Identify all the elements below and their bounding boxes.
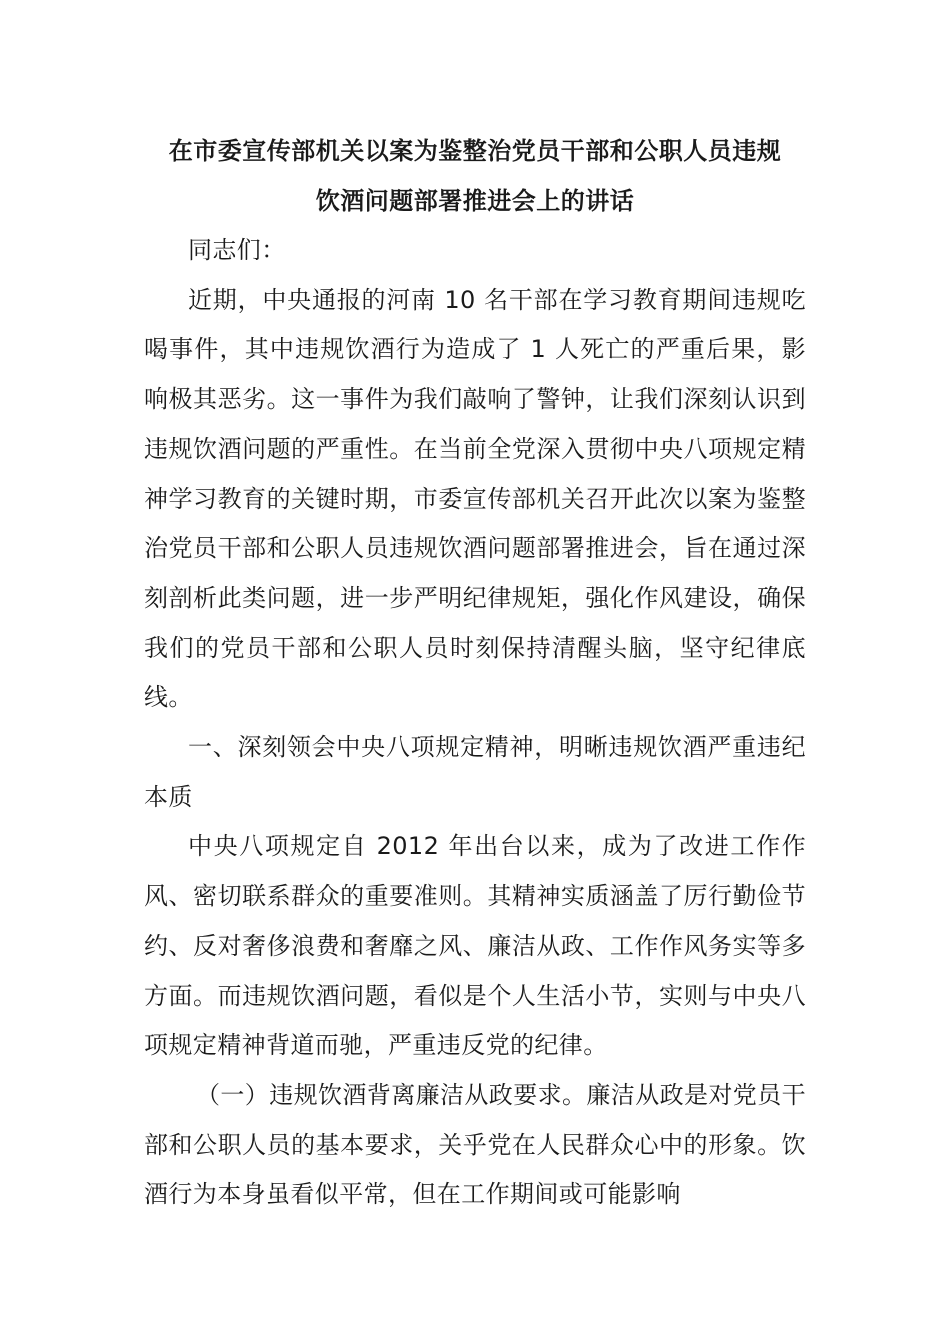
salutation: 同志们： [188, 236, 286, 264]
document-body [144, 126, 806, 1220]
document-title [144, 126, 806, 226]
title-line-2: 饮酒问题部署推进会上的讲话 [315, 187, 635, 215]
paragraph-section-1: 中央八项规定自 2012 年出台以来，成为了改进工作作风、密切联系群众的重要准则。其精神实质涵盖了厉行勤俭节约、反对奢侈浪费和奢靡之风、廉洁从政、工作作风务实等多方面。而违规饮酒问题，看似是个人生活小节，实则与中央八项规定精神背道而驰，严重违反党的纪律。 [144, 832, 806, 1060]
subsection-1: （一）违规饮酒背离廉洁从政要求。廉洁从政是对党员干部和公职人员的基本要求，关乎党在人民群众心中的形象。饮酒行为本身虽看似平常，但在工作期间或可能影响 [144, 1080, 806, 1209]
title-line-1: 在市委宣传部机关以案为鉴整治党员干部和公职人员违规 [168, 137, 782, 165]
section-heading-1: 一、深刻领会中央八项规定精神，明晰违规饮酒严重违纪本质 [144, 733, 806, 811]
paragraph-intro: 近期，中央通报的河南 10 名干部在学习教育期间违规吃喝事件，其中违规饮酒行为造成了 1 人死亡的严重后果，影响极其恶劣。这一事件为我们敲响了警钟，让我们深刻认识到违规饮酒问题的严重性。在当前全党深入贯彻中央八项规定精神学习教育的关键时期，市委宣传部机关召开此次以案为鉴整治党员干部和公职人员违规饮酒问题部署推进会，旨在通过深刻剖析此类问题，进一步严明纪律规矩，强化作风建设，确保我们的党员干部和公职人员时刻保持清醒头脑，坚守纪律底线。 [144, 285, 806, 712]
